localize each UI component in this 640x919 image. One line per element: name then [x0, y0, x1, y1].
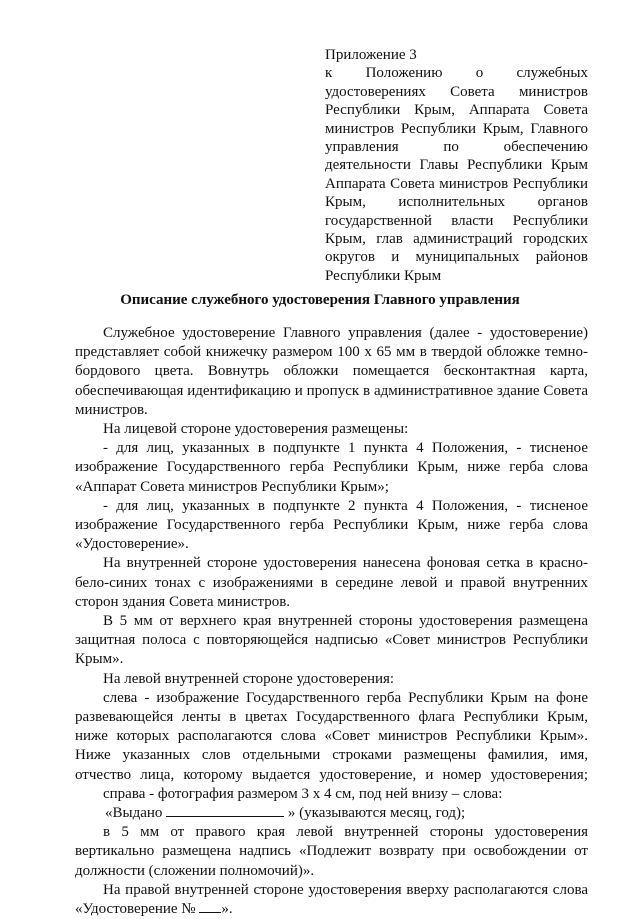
appendix-line: удостоверениях Совета министров [325, 83, 588, 100]
body-line: бордового цвета. Вовнутрь обложки помещается бесконтактная карта, [75, 363, 588, 380]
appendix-line: Республики Крым [325, 267, 442, 284]
body-line: защитная полоса с повторяющейся надписью «Совет министров Республики [75, 632, 588, 649]
body-line: На правой внутренней стороне удостоверения вверху располагаются слова [103, 881, 588, 898]
certificate-number-blank [199, 900, 221, 913]
appendix-line: Приложение 3 [325, 47, 417, 63]
body-line: На левой внутренней стороне удостоверения: [103, 670, 395, 687]
issued-note: » (указываются месяц, год); [287, 805, 466, 822]
appendix-block [325, 46, 588, 285]
certificate-number-label: «Удостоверение № [75, 901, 196, 918]
body-line: В 5 мм от верхнего края внутренней стороны удостоверения размещена [103, 613, 588, 630]
body-line: Служебное удостоверение Главного управления (далее - удостоверение) [103, 325, 588, 341]
appendix-line: Аппарата Совета министров Республики [325, 175, 588, 192]
body-line: изображение Государственного герба Республики Крым, ниже герба слова [75, 517, 588, 534]
body-line: сторон здания Совета министров. [75, 593, 291, 610]
appendix-line: Крым, глав администраций городских [325, 231, 588, 248]
body-line: слева - изображение Государственного герба Республики Крым на фоне [103, 689, 588, 706]
body-line: обеспечивающая идентификацию и пропуск в административное здание Совета [75, 382, 588, 399]
document-body [75, 324, 588, 919]
body-line: должности (сложении полномочий)». [75, 862, 315, 879]
appendix-line: деятельности Главы Республики Крым [325, 157, 588, 174]
body-line: министров. [75, 401, 148, 418]
appendix-line: Крым, исполнительных органов [325, 194, 588, 211]
body-line: - для лиц, указанных в подпункте 2 пункта 4 Положения, - тисненое [103, 497, 588, 514]
issued-label: «Выдано [105, 805, 163, 822]
appendix-line: Республики Крым, Аппарата Совета [325, 102, 588, 119]
appendix-line: управления по обеспечению [325, 139, 588, 156]
body-line: На внутренней стороне удостоверения нанесена фоновая сетка в красно- [103, 555, 588, 572]
appendix-line: министров Республики Крым, Главного [325, 120, 588, 137]
body-line: Крым». [75, 651, 124, 668]
appendix-line: к Положению о служебных [325, 65, 588, 82]
certificate-number-end: ». [221, 901, 233, 918]
body-line: - для лиц, указанных в подпункте 1 пункта 4 Положения, - тисненое [103, 440, 588, 457]
body-line: вертикально размещена надпись «Подлежит возврату при освобождении от [75, 843, 588, 860]
body-line: в 5 мм от правого края левой внутренней стороны удостоверения [103, 824, 588, 841]
body-line: На лицевой стороне удостоверения размещены: [103, 421, 409, 438]
issued-date-blank [166, 804, 284, 817]
body-line: бело-синих тонах с изображениями в середине левой и правой внутренних [75, 574, 588, 591]
appendix-line: государственной власти Республики [325, 212, 588, 229]
appendix-line: округов и муниципальных районов [325, 249, 588, 266]
body-line: отчество лица, которому выдается удостоверение, и номер удостоверения; [75, 766, 588, 783]
body-line: представляет собой книжечку размером 100 х 65 мм в твердой обложке темно- [75, 344, 588, 361]
issued-line [75, 804, 588, 823]
body-line: изображение Государственного герба Республики Крым, ниже герба слова [75, 459, 588, 476]
body-line: справа - фотография размером 3 х 4 см, под ней внизу – слова: [103, 785, 503, 802]
document-title: Описание служебного удостоверения Главного управления [120, 292, 520, 308]
body-line: «Аппарат Совета министров Республики Крым»; [75, 478, 389, 495]
body-line: Ниже указанных слов отдельными строками размещены фамилия, имя, [75, 747, 588, 764]
body-line: ниже которых располагаются слова «Совет министров Республики Крым». [75, 728, 588, 745]
body-line: развевающейся ленты в цветах Государственного флага Республики Крым, [75, 709, 588, 726]
body-line: «Удостоверение». [75, 536, 189, 553]
certificate-number-line [75, 900, 588, 919]
